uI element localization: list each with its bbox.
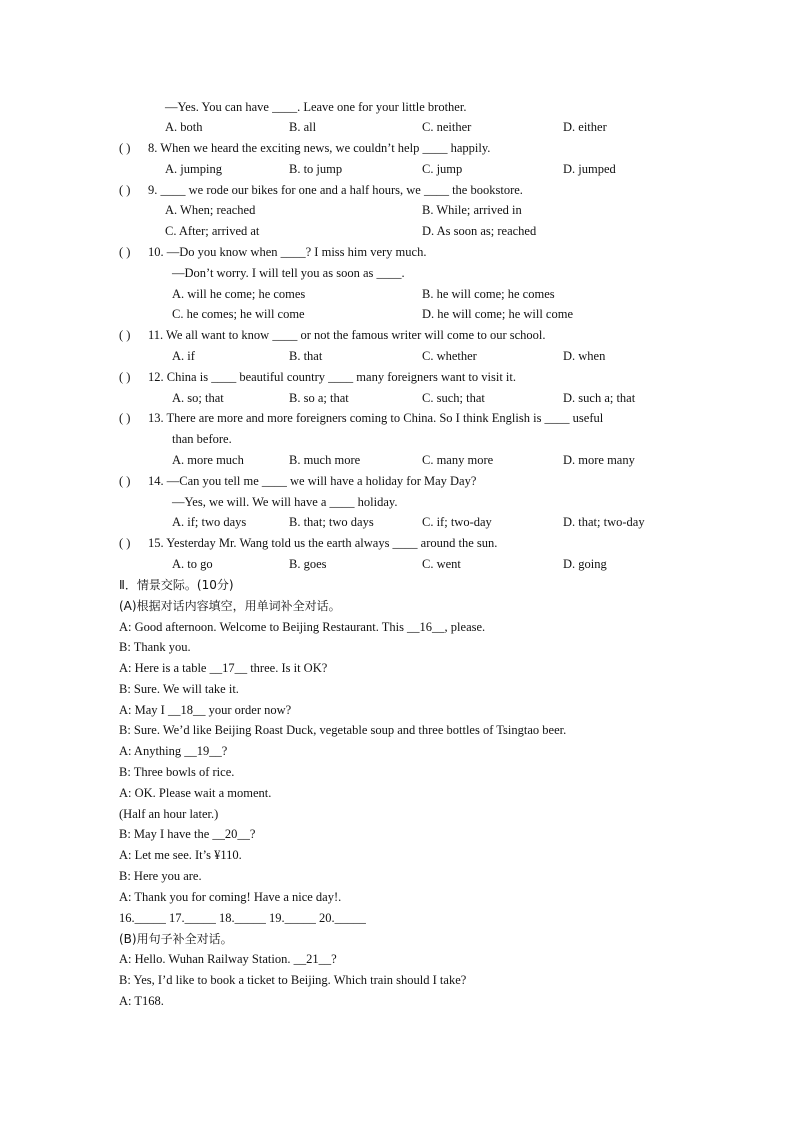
q7-option-d: D. either — [563, 120, 607, 134]
q7-option-a: A. both — [165, 120, 203, 134]
option-c: C. jump — [422, 162, 463, 176]
option-b: B. goes — [289, 557, 327, 571]
section-heading: Ⅱ．情景交际。(10分) — [119, 578, 234, 592]
dialogue-line: A: OK. Please wait a moment. — [119, 786, 272, 800]
option-a: A. if — [172, 349, 195, 363]
option-b: B. While; arrived in — [422, 203, 522, 217]
dialogue-line: A: Let me see. It’s ¥110. — [119, 848, 242, 862]
dialogue-line: B: Yes, I’d like to book a ticket to Beijing. Which train should I take? — [119, 973, 467, 987]
answer-blank: ( ) — [119, 370, 131, 384]
answer-blank: ( ) — [119, 411, 131, 425]
option-c: C. After; arrived at — [165, 224, 260, 238]
dialogue-line: A: Hello. Wuhan Railway Station. __21__? — [119, 952, 337, 966]
option-b: B. to jump — [289, 162, 343, 176]
q7-reply: —Yes. You can have ____. Leave one for your little brother. — [165, 100, 467, 114]
answer-blanks-row: 16._____ 17._____ 18._____ 19._____ 20._____ — [119, 911, 366, 925]
part-a-heading: (A)根据对话内容填空，用单词补全对话。 — [119, 599, 341, 613]
dialogue-line: A: Anything __19__? — [119, 744, 228, 758]
option-d: D. he will come; he will come — [422, 307, 574, 321]
option-b: B. he will come; he comes — [422, 287, 555, 301]
answer-blank: ( ) — [119, 536, 131, 550]
answer-blank: ( ) — [119, 474, 131, 488]
option-a: A. will he come; he comes — [172, 287, 306, 301]
option-b: B. much more — [289, 453, 361, 467]
option-d: D. when — [563, 349, 606, 363]
option-c: C. went — [422, 557, 461, 571]
dialogue-line: B: Here you are. — [119, 869, 202, 883]
question-stem: 13. There are more and more foreigners coming to China. So I think English is ____ useful — [148, 411, 604, 425]
option-c: C. he comes; he will come — [172, 307, 305, 321]
question-stem-line2: —Yes, we will. We will have a ____ holiday. — [172, 495, 398, 509]
option-b: B. that; two days — [289, 515, 374, 529]
dialogue-line: B: Sure. We will take it. — [119, 682, 239, 696]
option-b: B. so a; that — [289, 391, 349, 405]
dialogue-line: B: Thank you. — [119, 640, 191, 654]
dialogue-line: A: T168. — [119, 994, 164, 1008]
option-c: C. such; that — [422, 391, 485, 405]
part-b-heading: (B)用句子补全对话。 — [119, 932, 233, 946]
dialogue-line: A: Here is a table __17__ three. Is it OK? — [119, 661, 328, 675]
question-stem: 15. Yesterday Mr. Wang told us the earth always ____ around the sun. — [148, 536, 498, 550]
answer-blank: ( ) — [119, 328, 131, 342]
dialogue-line: A: Thank you for coming! Have a nice day!. — [119, 890, 342, 904]
option-a: A. more much — [172, 453, 244, 467]
dialogue-line: B: Sure. We’d like Beijing Roast Duck, vegetable soup and three bottles of Tsingtao beer. — [119, 723, 567, 737]
dialogue-line: (Half an hour later.) — [119, 807, 219, 821]
answer-blank: ( ) — [119, 183, 131, 197]
option-d: D. going — [563, 557, 607, 571]
option-d: D. that; two-day — [563, 515, 645, 529]
answer-blank: ( ) — [119, 141, 131, 155]
question-stem: 9. ____ we rode our bikes for one and a half hours, we ____ the bookstore. — [148, 183, 523, 197]
option-a: A. jumping — [165, 162, 222, 176]
dialogue-line: A: Good afternoon. Welcome to Beijing Restaurant. This __16__, please. — [119, 620, 486, 634]
question-stem: 11. We all want to know ____ or not the famous writer will come to our school. — [148, 328, 546, 342]
option-c: C. if; two-day — [422, 515, 492, 529]
option-d: D. more many — [563, 453, 635, 467]
dialogue-line: B: May I have the __20__? — [119, 827, 256, 841]
option-a: A. if; two days — [172, 515, 247, 529]
dialogue-line: A: May I __18__ your order now? — [119, 703, 292, 717]
question-stem-line2: —Don’t worry. I will tell you as soon as ____. — [172, 266, 405, 280]
option-d: D. such a; that — [563, 391, 636, 405]
option-c: C. whether — [422, 349, 477, 363]
question-stem: 14. —Can you tell me ____ we will have a holiday for May Day? — [148, 474, 477, 488]
q7-option-b: B. all — [289, 120, 317, 134]
option-c: C. many more — [422, 453, 494, 467]
question-stem: 12. China is ____ beautiful country ____ many foreigners want to visit it. — [148, 370, 516, 384]
option-a: A. When; reached — [165, 203, 256, 217]
question-stem: 8. When we heard the exciting news, we couldn’t help ____ happily. — [148, 141, 491, 155]
answer-blank: ( ) — [119, 245, 131, 259]
option-a: A. so; that — [172, 391, 224, 405]
option-d: D. As soon as; reached — [422, 224, 537, 238]
dialogue-line: B: Three bowls of rice. — [119, 765, 235, 779]
option-a: A. to go — [172, 557, 213, 571]
question-stem-line2: than before. — [172, 432, 232, 446]
question-stem: 10. —Do you know when ____? I miss him very much. — [148, 245, 427, 259]
q7-option-c: C. neither — [422, 120, 472, 134]
option-d: D. jumped — [563, 162, 616, 176]
option-b: B. that — [289, 349, 323, 363]
